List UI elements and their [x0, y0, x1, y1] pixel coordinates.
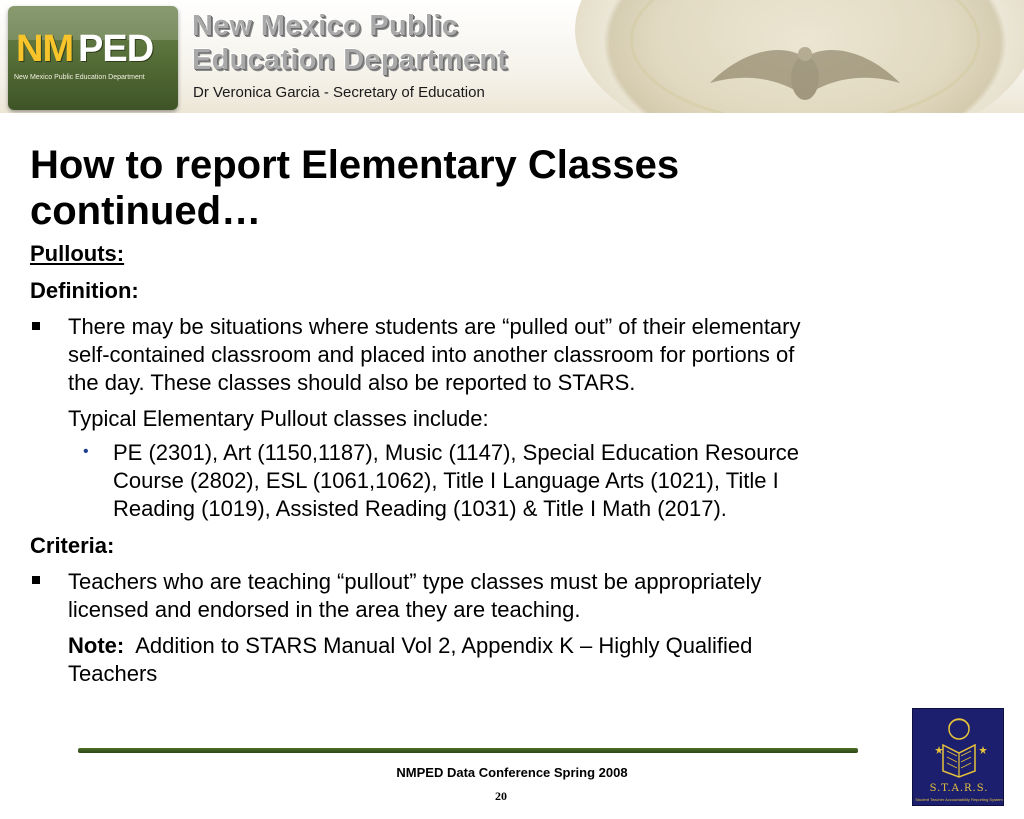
slide-title-line-2: continued… [30, 189, 262, 233]
criteria-line-1: Teachers who are teaching “pullout” type classes must be appropriately [68, 569, 762, 594]
pullouts-heading: Pullouts: [30, 241, 125, 266]
footer-divider [78, 748, 858, 753]
round-bullet-icon: • [83, 443, 89, 460]
classes-line-3: Reading (1019), Assisted Reading (1031) & Title I Math (2017). [113, 496, 727, 521]
nmped-logo [8, 6, 178, 110]
criteria-paragraph [68, 568, 948, 624]
stars-logo-text: S.T.A.R.S. [929, 783, 989, 794]
classes-paragraph [113, 439, 943, 523]
classes-line-2: Course (2802), ESL (1061,1062), Title I Language Arts (1021), Title I [113, 468, 779, 493]
definition-line-2: self-contained classroom and placed into another classroom for portions of [68, 342, 795, 367]
secretary-line: Dr Veronica Garcia - Secretary of Education [193, 84, 485, 101]
reader-icon [913, 709, 1004, 783]
note-paragraph [68, 632, 948, 688]
logo-subtitle: New Mexico Public Education Department [14, 74, 145, 81]
definition-line-1: There may be situations where students are “pulled out” of their elementary [68, 314, 801, 339]
org-name-line-2: Education Department [192, 44, 508, 76]
typical-intro: Typical Elementary Pullout classes include: [68, 406, 489, 431]
note-label: Note: [68, 633, 125, 658]
stars-logo [912, 708, 1004, 806]
org-name-line-1: New Mexico Public [192, 10, 459, 42]
page-number: 20 [495, 789, 507, 803]
square-bullet-icon [32, 576, 40, 584]
criteria-heading: Criteria: [30, 533, 115, 558]
note-text-line-1: Addition to STARS Manual Vol 2, Appendix K – Highly Qualified [135, 633, 753, 658]
slide-title [30, 142, 930, 234]
logo-nm-text: NM [16, 28, 74, 70]
footer-conference: NMPED Data Conference Spring 2008 [396, 765, 628, 780]
header-banner [0, 0, 1024, 113]
definition-heading: Definition: [30, 278, 139, 303]
square-bullet-icon [32, 322, 40, 330]
logo-ped-text: PED [78, 28, 154, 70]
note-text-line-2: Teachers [68, 661, 158, 686]
definition-line-3: the day. These classes should also be reported to STARS. [68, 370, 636, 395]
stars-logo-subtext: Student Teacher Accountability Reporting System [915, 797, 1003, 802]
slide-title-line-1: How to report Elementary Classes [30, 143, 680, 187]
criteria-line-2: licensed and endorsed in the area they are teaching. [68, 597, 581, 622]
eagle-icon [705, 38, 905, 108]
definition-paragraph [68, 313, 948, 397]
classes-line-1: PE (2301), Art (1150,1187), Music (1147), Special Education Resource [113, 440, 800, 465]
